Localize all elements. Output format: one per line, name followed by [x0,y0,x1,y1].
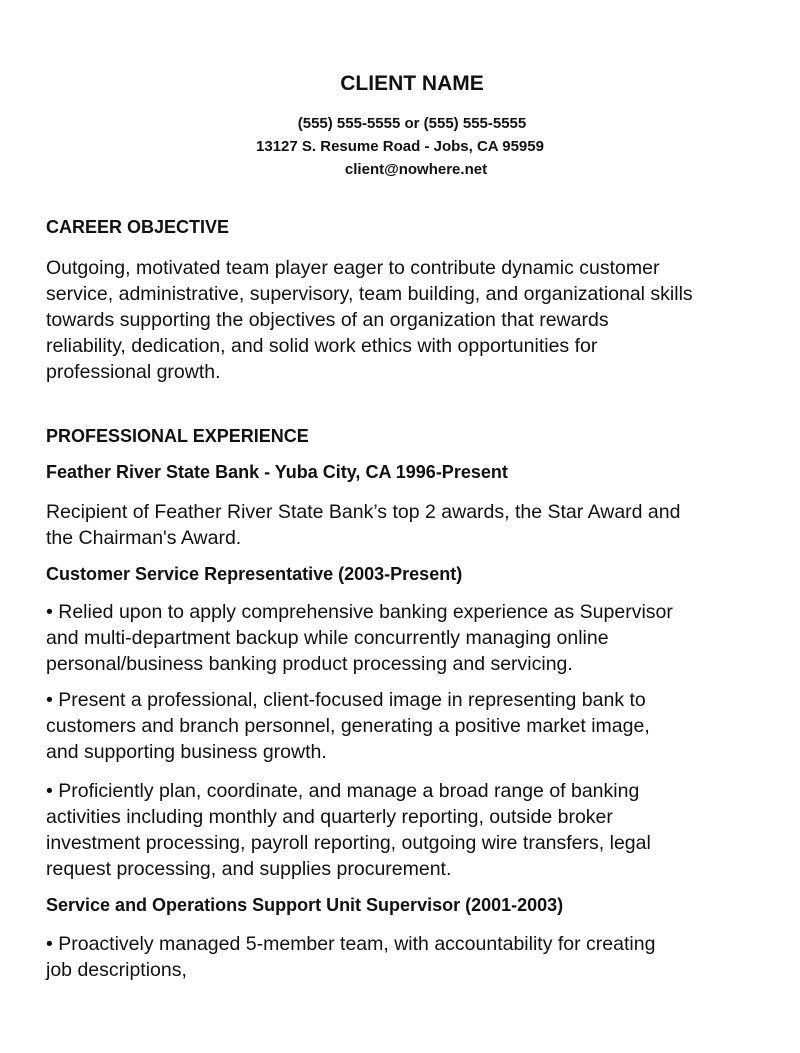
text-line: customers and branch personnel, generating a positive market image, [46,715,650,737]
text-line: • Present a professional, client-focused image in representing bank to [46,689,646,711]
text-line: • Relied upon to apply comprehensive banking experience as Supervisor [46,601,673,623]
text-line: service, administrative, supervisory, team building, and organizational skills [46,283,693,305]
role-title: Service and Operations Support Unit Supervisor (2001-2003) [46,895,564,915]
bullet-item [46,599,673,677]
employer-summary [46,499,680,551]
text-line: professional growth. [46,361,221,383]
role-title: Customer Service Representative (2003-Present) [46,564,463,584]
text-line: Outgoing, motivated team player eager to contribute dynamic customer [46,257,660,279]
employer: Feather River State Bank - Yuba City, CA 1996-Present [46,462,508,482]
career-objective-heading: CAREER OBJECTIVE [46,217,230,237]
bullet-item [46,931,655,983]
address: 13127 S. Resume Road - Jobs, CA 95959 [256,138,544,155]
career-objective-text [46,255,693,385]
text-line: reliability, dedication, and solid work ethics with opportunities for [46,335,598,357]
text-line: • Proficiently plan, coordinate, and manage a broad range of banking [46,780,640,802]
text-line: investment processing, payroll reporting, outgoing wire transfers, legal [46,832,651,854]
text-line: the Chairman's Award. [46,527,242,549]
text-line: job descriptions, [46,959,187,981]
text-line: personal/business banking product processing and servicing. [46,653,573,675]
text-line: request processing, and supplies procurement. [46,858,452,880]
bullet-item [46,687,650,765]
experience-heading: PROFESSIONAL EXPERIENCE [46,426,309,446]
bullet-item [46,778,651,882]
email: client@nowhere.net [344,161,488,178]
phone: (555) 555-5555 or (555) 555-5555 [297,115,527,132]
text-line: Recipient of Feather River State Bank’s top 2 awards, the Star Award and [46,501,681,523]
client-name: CLIENT NAME [340,72,484,95]
text-line: towards supporting the objectives of an organization that rewards [46,309,609,331]
text-line: and multi-department backup while concurrently managing online [46,627,609,649]
text-line: activities including monthly and quarterly reporting, outside broker [46,806,613,828]
text-line: • Proactively managed 5-member team, with accountability for creating [46,933,656,955]
text-line: and supporting business growth. [46,741,327,763]
